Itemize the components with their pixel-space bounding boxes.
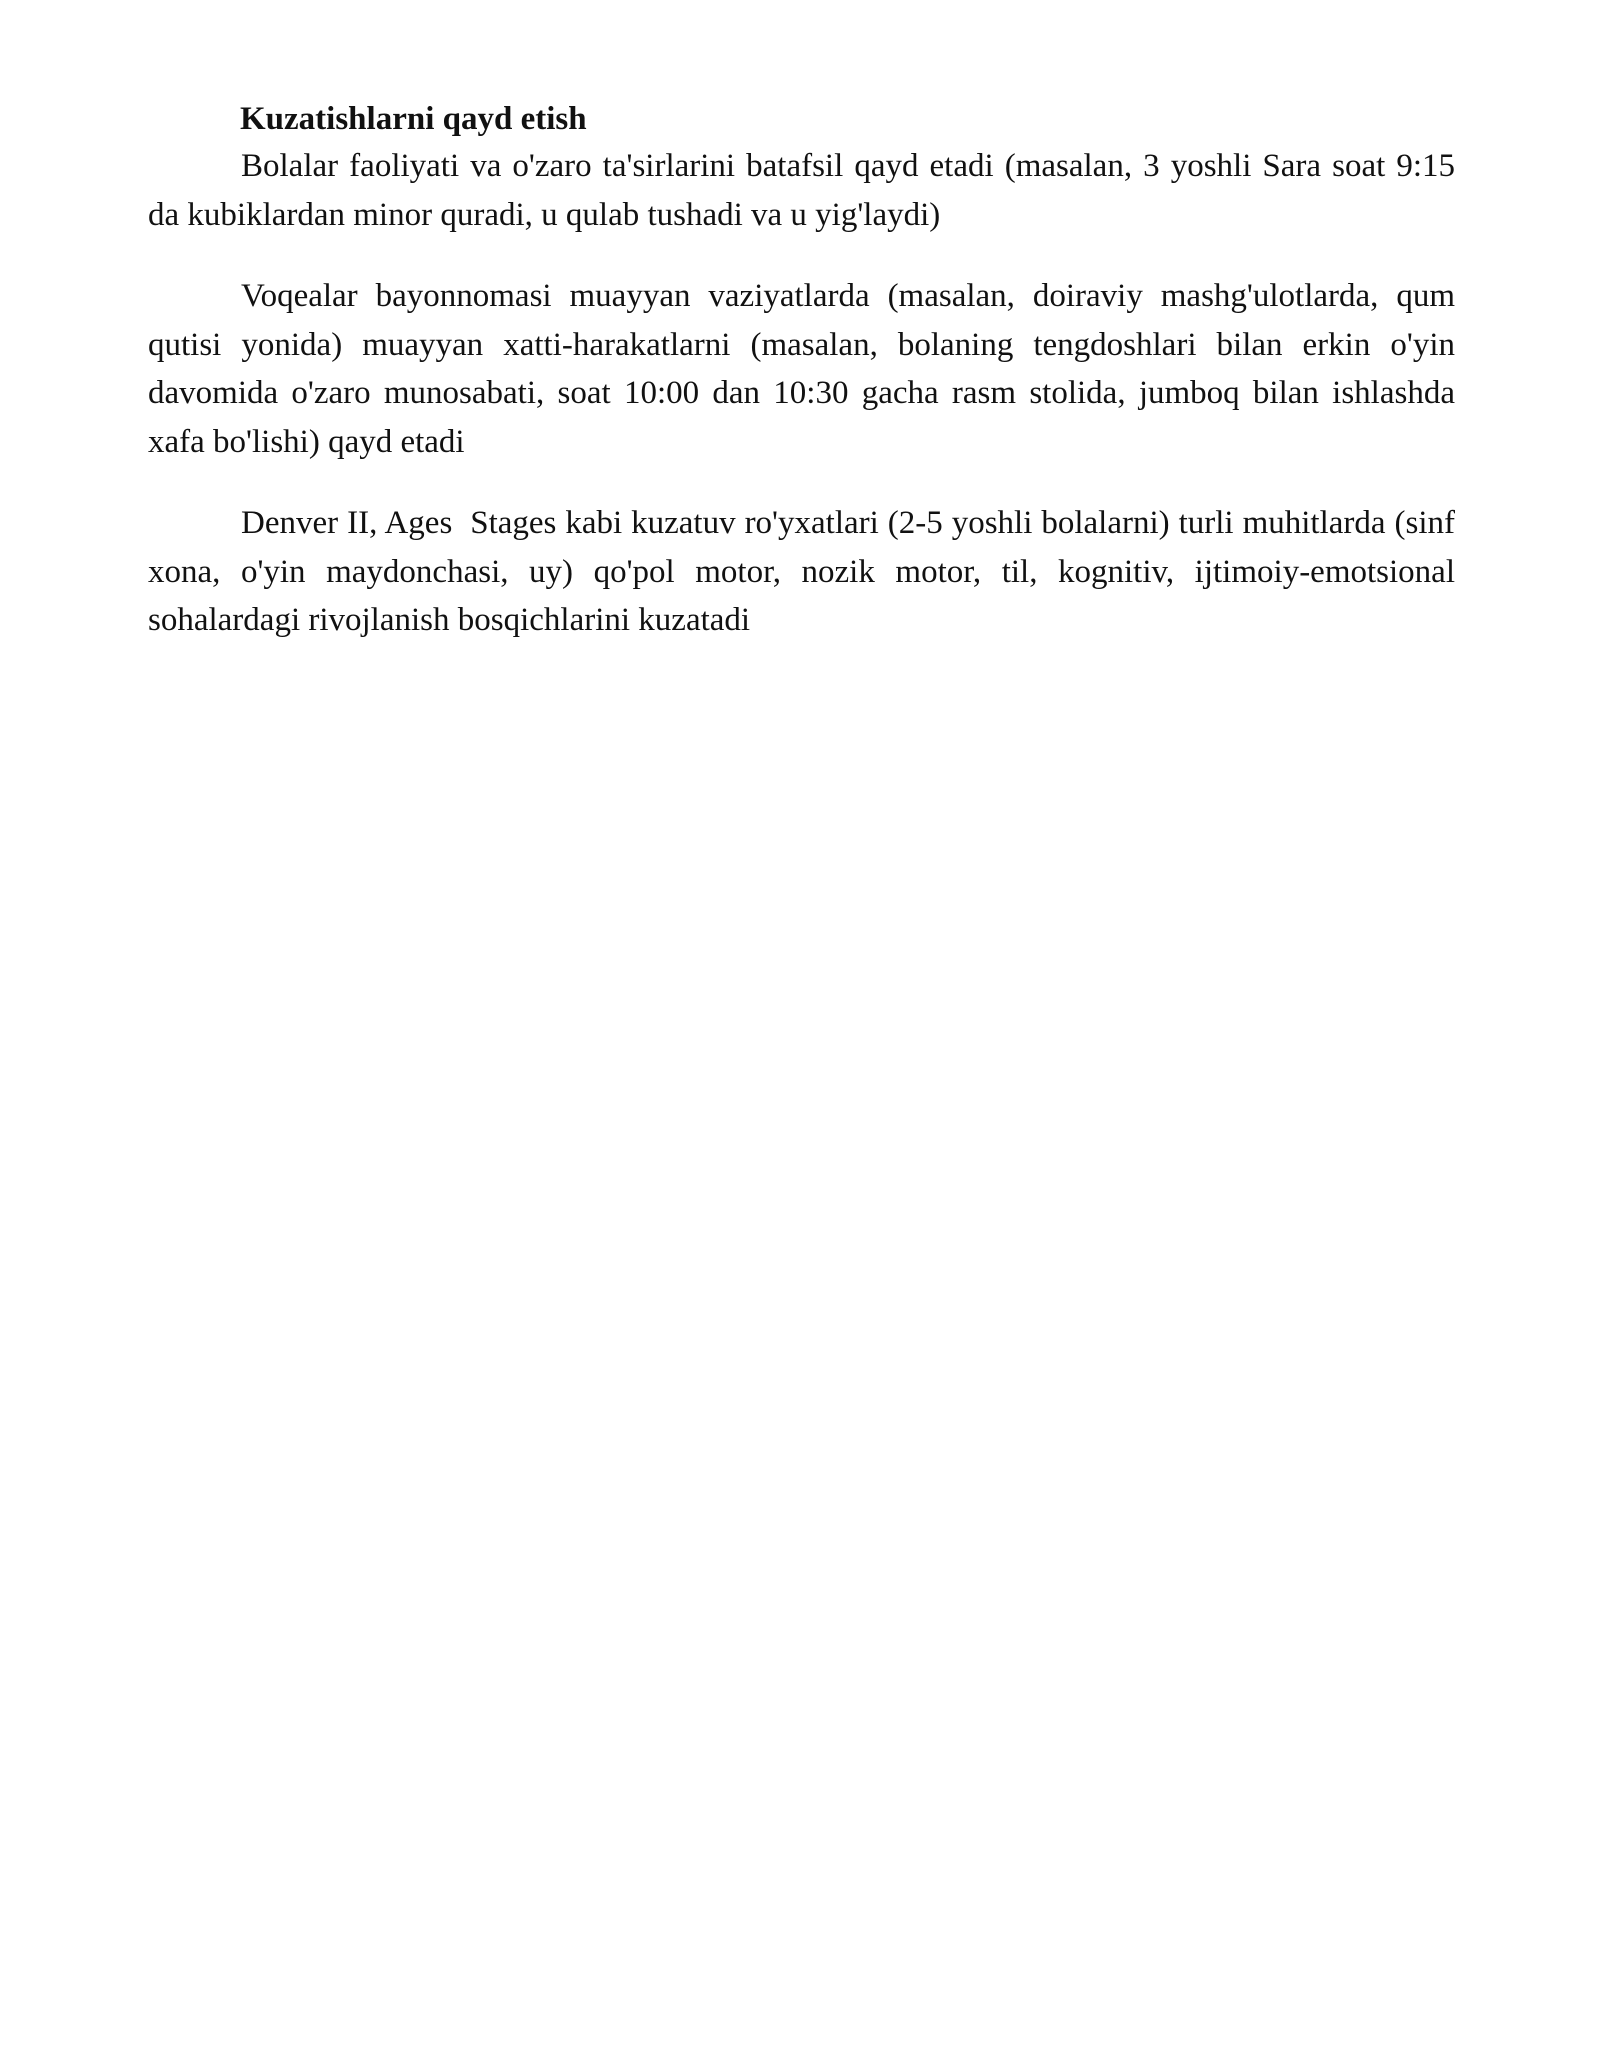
paragraph-checklists: Denver II, Ages Stages kabi kuzatuv ro'yxatlari (2-5 yoshli bolalarni) turli muhitlarda (sinf xona, o'yin maydonchasi, uy) qo'pol motor, nozik motor, til, kognitiv, ijtimoiy-emotsional sohalardagi rivojlanish bosqichlarini kuzatadi	[148, 505, 1464, 638]
paragraph-activity-records: Bolalar faoliyati va o'zaro ta'sirlarini batafsil qayd etadi (masalan, 3 yoshli Sara soat 9:15 da kubiklardan minor quradi, u qulab tushadi va u yig'laydi)	[148, 148, 1455, 233]
section-heading: Kuzatishlarni qayd etish	[240, 101, 587, 137]
document-body	[148, 96, 1464, 645]
paragraph-event-log: Voqealar bayonnomasi muayyan vaziyatlarda (masalan, doiraviy mashg'ulotlarda, qum qutisi yonida) muayyan xatti-harakatlarni (masalan, bolaning tengdoshlari bilan erkin o'yin davomida o'zaro munosabati, soat 10:00 dan 10:30 gacha rasm stolida, jumboq bilan ishlashda xafa bo'lishi) qayd etadi	[148, 278, 1455, 460]
